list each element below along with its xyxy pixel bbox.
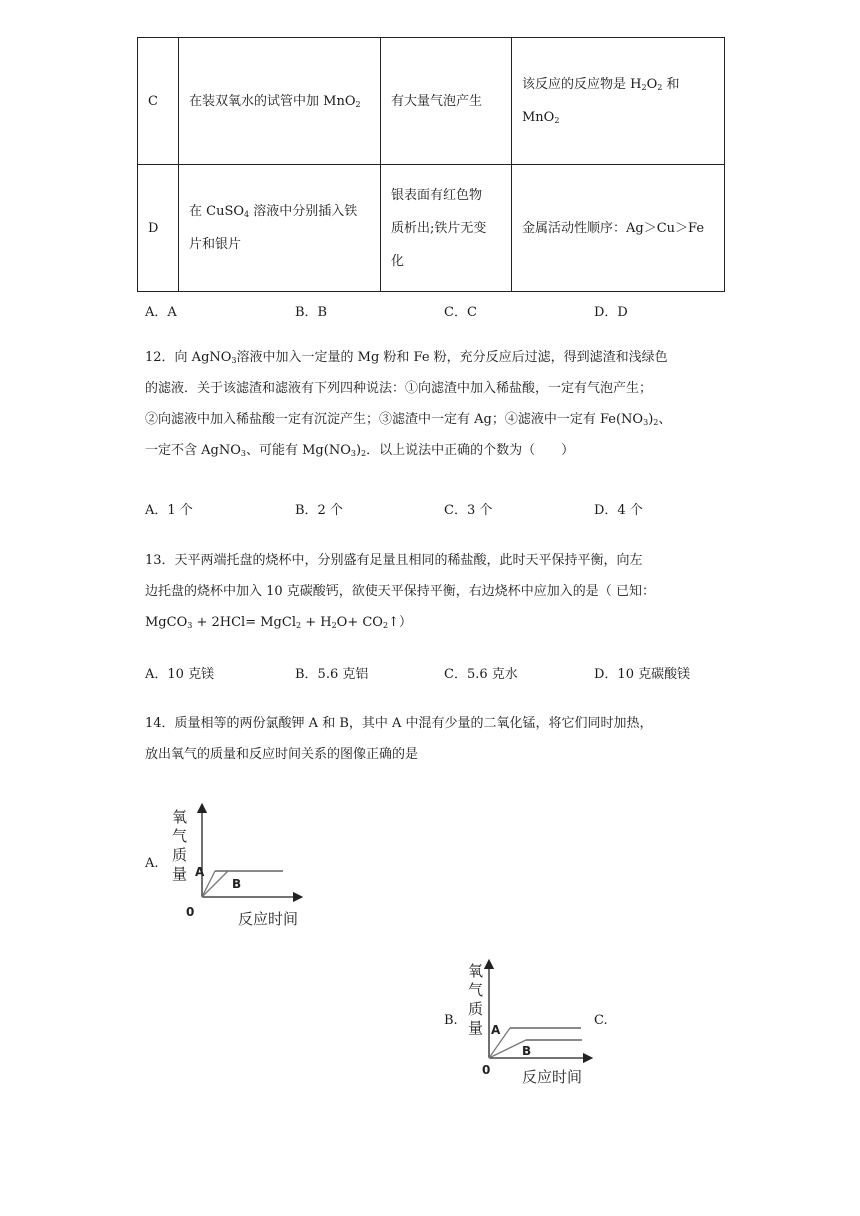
origin-label: 0 bbox=[186, 905, 195, 919]
q13-option-b[interactable]: B．5.6 克铝 bbox=[295, 667, 369, 682]
conclusion-cell: 金属活动性顺序：Ag＞Cu＞Fe bbox=[512, 165, 725, 292]
y-label-char: 质 bbox=[468, 1000, 484, 1018]
operation-cell: 在 CuSO$_4$ 溶液中分别插入铁 片和银片 bbox=[179, 165, 381, 292]
q12-option-d[interactable]: D．4 个 bbox=[594, 503, 643, 518]
q14-option-b-label[interactable]: B. bbox=[444, 1013, 458, 1028]
y-label-char: 氧 bbox=[468, 962, 484, 980]
y-label-char: 量 bbox=[468, 1019, 484, 1037]
q14-graph-b[interactable] bbox=[460, 958, 600, 1088]
y-label-char: 质 bbox=[172, 846, 188, 864]
series-b-rise bbox=[202, 871, 228, 897]
series-a-label: A bbox=[491, 1023, 501, 1037]
y-label-char: 气 bbox=[468, 981, 484, 999]
table-row bbox=[138, 38, 725, 165]
q14-graph-a[interactable] bbox=[168, 800, 308, 930]
q12-option-a[interactable]: A．1 个 bbox=[145, 503, 193, 518]
operation-cell: 在装双氧水的试管中加 MnO$_2$ bbox=[179, 38, 381, 165]
q11-option-a[interactable]: A．A bbox=[145, 305, 177, 320]
y-label-char: 氧 bbox=[172, 808, 188, 826]
q13-stem: 13．天平两端托盘的烧杯中，分别盛有足量且相同的稀盐酸，此时天平保持平衡，向左 边托盘的烧杯中加入 10 克碳酸钙，欲使天平保持平衡，右边烧杯中应加入的是（ 已知： MgCO$_3$ + 2HCl= MgCl$_2$ + $H_2O+$ $CO_2↑$） bbox=[145, 553, 655, 630]
q12-stem: 12．向 AgNO$_3$溶液中加入一定量的 Mg 粉和 Fe 粉，充分反应后过滤，得到滤渣和浅绿色 的滤液．关于该滤渣和滤液有下列四种说法：①向滤渣中加入稀盐酸，一定有气泡产生； ②向滤液中加入稀盐酸一定有沉淀产生；③滤渣中一定有 Ag；④滤液中一定有 $Fe(NO_3)_2$、 一定不含 AgNO$_3$、可能有 $Mg(NO_3)_2$．以上说法中正确的个数为（ ） bbox=[145, 350, 672, 458]
phenomenon-cell: 银表面有红色物 质析出;铁片无变 化 bbox=[381, 165, 512, 292]
series-b-label: B bbox=[232, 877, 242, 891]
q11-option-d[interactable]: D．D bbox=[594, 305, 628, 320]
series-a-label: A bbox=[195, 865, 205, 879]
q14-option-c-label[interactable]: C. bbox=[594, 1013, 608, 1028]
q14-option-a-label[interactable]: A. bbox=[145, 856, 159, 871]
origin-label: 0 bbox=[482, 1063, 491, 1077]
q12-option-c[interactable]: C．3 个 bbox=[444, 503, 493, 518]
q11-option-c[interactable]: C．C bbox=[444, 305, 477, 320]
q12-option-b[interactable]: B．2 个 bbox=[295, 503, 343, 518]
x-axis-label: 反应时间 bbox=[238, 910, 299, 928]
series-b-label: B bbox=[522, 1044, 532, 1058]
experiment-table bbox=[137, 37, 725, 292]
y-label-char: 气 bbox=[172, 827, 188, 845]
conclusion-cell: 该反应的反应物是 $H_2O_2$ 和 MnO$_2$ bbox=[512, 38, 725, 165]
phenomenon-cell: 有大量气泡产生 bbox=[381, 38, 512, 165]
y-label-char: 量 bbox=[172, 865, 188, 883]
q13-option-c[interactable]: C．5.6 克水 bbox=[444, 667, 518, 682]
q11-option-b[interactable]: B．B bbox=[295, 305, 328, 320]
q13-option-a[interactable]: A．10 克镁 bbox=[145, 667, 215, 682]
row-label: C bbox=[138, 38, 179, 165]
q14-stem: 14．质量相等的两份氯酸钾 A 和 B，其中 A 中混有少量的二氧化锰，将它们同时加热， 放出氧气的质量和反应时间关系的图像正确的是 bbox=[145, 716, 653, 762]
row-label: D bbox=[138, 165, 179, 292]
q13-option-d[interactable]: D．10 克碳酸镁 bbox=[594, 667, 691, 682]
table-row bbox=[138, 165, 725, 292]
x-axis-label: 反应时间 bbox=[522, 1068, 583, 1086]
